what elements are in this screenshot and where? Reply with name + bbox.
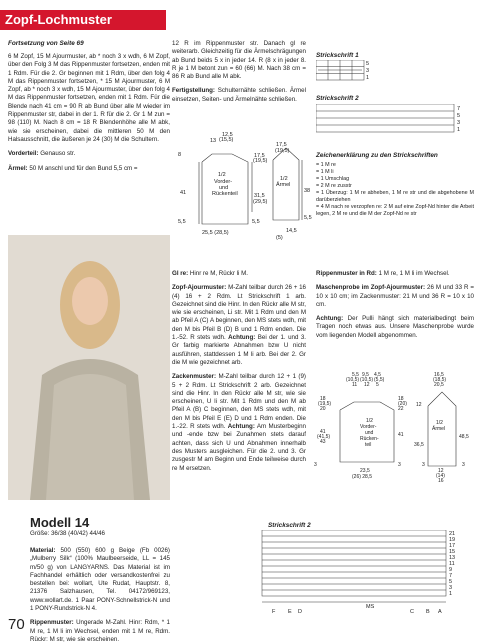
col2-text: 12 R im Rippenmuster str. Danach gl re weiterarb. Gleichzeitig für die Ärmelschrägungen ab Bund beids 5 x in jeder 14. R (8 x in jeder 8. R je 1 M betont zun = 60 (66) M. Nach 38 cm = 86 R ab Bund alle M abk.: [172, 40, 306, 81]
arrow-C: C: [410, 609, 414, 615]
ripp2-label: Rippenmuster in Rd:: [316, 270, 377, 277]
s2b-row-5: 5: [449, 579, 453, 585]
s2-arm-48: 48,5: [459, 434, 469, 440]
s2-l-c: 20: [320, 406, 326, 412]
s2-und: und: [365, 430, 374, 436]
s2-arm-half: 1/2: [436, 420, 443, 426]
model-sizes: Größe: 36/38 (40/42) 44/46: [30, 530, 105, 537]
s2-arm-12: 12: [416, 402, 422, 408]
glre-text: Hinr re M, Rückr li M.: [189, 270, 249, 277]
s2b-row-17: 17: [449, 543, 456, 549]
s2-41r: 41: [398, 432, 404, 438]
s2b-row-19: 19: [449, 537, 456, 543]
s2s-row-7: 7: [457, 106, 461, 112]
zack-paragraph: [172, 373, 306, 473]
s2-43: 43: [320, 439, 326, 445]
s1-len-a: 17,5: [254, 153, 265, 159]
aermel-label: Ärmel:: [8, 164, 28, 172]
s2s-row-1: 1: [457, 127, 461, 133]
s2-3d: 3: [462, 462, 465, 468]
achtung3-paragraph: [316, 315, 474, 340]
s2-41a: 41: [320, 429, 326, 435]
s1-bund-r: 5,5: [252, 219, 260, 225]
s2-top-h: 12: [364, 382, 370, 388]
s2-41b: (41,5): [317, 434, 331, 440]
legend-item-4: = 1 Überzug: 1 M re abheben, 1 M re str und die abgehobene M darüberziehen: [316, 190, 474, 203]
s2s-row-5: 5: [457, 113, 461, 119]
s2-arm-b: (18,5): [433, 377, 447, 383]
achtung1-label: Achtung:: [228, 334, 256, 342]
s2-top-i: 5: [376, 382, 379, 388]
s2-arm-c: 20,5: [434, 382, 444, 388]
s1-arm-a: 17,5: [276, 142, 287, 148]
ripp2-text: 1 M re, 1 M li im Wechsel.: [378, 270, 450, 277]
s2-ruecken: Rücken-: [360, 436, 379, 442]
legend: [316, 152, 474, 218]
col1-top: [8, 40, 170, 173]
s2-3a: 3: [314, 462, 317, 468]
fertig-paragraph: [172, 87, 306, 104]
col1-bottom: [30, 547, 170, 644]
zopf-paragraph: [172, 284, 306, 367]
legend-item-5: = 4 M nach re verzopfen re: 2 M auf eine Zopf-Nd hinter die Arbeit legen, 2 M re und die M der Zopf-Nd re str: [316, 204, 474, 217]
achtung1-text: Bei der 1. und 3. Gr farbig markierte Abnahmen bzw U nicht ausführen, stattdessen 1 M li arb. Bei der 2. Gr die M wie gezeichnet arb.: [172, 334, 306, 366]
s1-row-3: 3: [366, 68, 370, 74]
s1-41: 41: [180, 190, 187, 196]
s1-arm-width2: (5): [276, 235, 283, 241]
s1-row-1: 1: [366, 75, 370, 81]
s2-top-c: 4,5: [374, 372, 381, 378]
aermel-text: 50 M anschl und für den Bund 5,5 cm =: [29, 164, 138, 172]
model-photo: [8, 235, 170, 500]
page-number: 70: [8, 616, 25, 633]
arrow-F: F: [272, 609, 276, 615]
s2-w-b: (26) 28,5: [352, 474, 373, 480]
s2-3b: 3: [398, 462, 401, 468]
s2-vorder: Vorder-: [360, 424, 377, 430]
s2-half: 1/2: [366, 418, 373, 424]
s1-shoulder: 13: [210, 138, 217, 144]
legend-item-0: = 1 M re: [316, 162, 336, 168]
schematic-2: [312, 370, 477, 498]
s1-arm-label: Ärmel: [276, 182, 291, 188]
s2-3c: 3: [422, 462, 425, 468]
achtung2-label: Achtung:: [227, 423, 255, 431]
col3-bottom: [316, 270, 474, 340]
s2-l-a: 18: [320, 396, 326, 402]
s2-arm-label: Ärmel: [432, 426, 446, 432]
s1-ruecken: Rückenteil: [212, 191, 238, 197]
material-paragraph: [30, 547, 170, 613]
model-photo-art: [8, 235, 170, 500]
aermel-paragraph: [8, 165, 170, 173]
glre-label: Gl re:: [172, 270, 189, 277]
s2b-row-9: 9: [449, 567, 453, 573]
col1-text: 6 M Zopf, 15 M Ajourmuster, ab * noch 3 x wdh, 6 M Zopf, über den Folg 3 M das Rippenmuster fortsetzen, enden mit 1 Rdm. Für die 2. Gr beginnen mit 1 Rdm, über den folg 4 M das Rippenmuster fortsetzen, * 15 M Ajourmuster, 6 M Zopf, ab * noch 3 x wdh, 15 M Ajourmuster, über den folg 4 M das Rippenmuster fortsetzen, enden mit 1 Rdm. Für die Blende nach 41 cm = 90 R ab Bund über alle M wieder im Rippenmuster str, dabei in der 1. R für die 2. Gr 1 M zun = 98 (110) M. Nach 8 cm = 18 R Blendenhöhe alle M abk, wie sie erscheinen, dabei die mittleren 50 M den Halsausschnitt, die äußeren je 24 (30) M die Schultern.: [8, 53, 170, 143]
col2-top: [172, 40, 306, 104]
s2-arm-w-b: (14): [436, 473, 445, 479]
col2-bottom: [172, 270, 306, 473]
masche-paragraph: [316, 284, 474, 309]
ripp-paragraph: [30, 619, 170, 644]
s2b-row-7: 7: [449, 573, 453, 579]
legend-item-3: = 2 M re zusstr: [316, 183, 352, 189]
s2-top-g: 11: [352, 382, 358, 388]
zopf-text: M-Zahl teilbar durch 26 + 16 (4) 16 + 2 Rdm. Lt Strickschrift 1 arb. Gezeichnet sind die Hinr. In den Rückr alle M str, wie sie erscheinen, Li str. Mit 1 Rdm und den M ab Pfeil A (C) A beginnen, den MS stets wdh, mit den M bis Pfeil B (D) B und 1 Rdm enden. Die 1.-52. R stets wdh.: [172, 284, 306, 342]
fertig-label: Fertigstellung:: [172, 87, 215, 95]
s1-vorder: Vorder-: [214, 179, 233, 185]
s2-arm-a: 16,5: [434, 372, 444, 378]
s2-r-b: (20): [398, 401, 407, 407]
s2-top-d: (10,5): [346, 377, 360, 383]
zack-label: Zackenmuster:: [172, 373, 217, 381]
vorderteil-label: Vorderteil:: [8, 150, 39, 158]
strickschrift1-title: Strickschrift 1: [316, 52, 359, 59]
s1-neck-b: (15,5): [219, 137, 234, 143]
s1-arm-38: 38: [304, 188, 311, 194]
strickschrift2-small-title: Strickschrift 2: [316, 95, 359, 102]
s2-top-b: 9,5: [362, 372, 369, 378]
s2-arm-w-a: 12: [438, 468, 444, 474]
s2s-row-3: 3: [457, 120, 461, 126]
ripp-label: Rippenmuster:: [30, 619, 74, 627]
ripp2-paragraph: [316, 270, 474, 278]
arrow-D: D: [298, 609, 302, 615]
material-text: 500 (550) 600 g Beige (Fb 0026) „Mulberry Silk“ (100% Maulbeerseide, LL = 145 m/50 g) von LANGYARNS. Das Material ist im Fachhandel erhältlich oder versandkostenfrei zu bestellen bei: wollart, Ute Rudat, Hauptstr. 8, 21376 Salzhausen, Tel. 04172/969123, www.wollart.de. 1 Paar PONY-Schnellstrick-N und 1 PONY-Rundstrick-N 4.: [30, 547, 170, 613]
vorderteil-paragraph: [8, 150, 170, 158]
strickschrift2-big-title: Strickschrift 2: [268, 522, 311, 529]
model-label: Modell 14: [30, 515, 90, 530]
s2-arm-w-c: 16: [438, 478, 444, 484]
s1-arm-bund: 5,5: [304, 215, 312, 221]
s2-top-f: (5,5): [374, 377, 385, 383]
s2-r-a: 18: [398, 396, 404, 402]
s2-r-c: 22: [398, 406, 404, 412]
s1-width: 25,5 (28,5): [202, 230, 229, 236]
s1-31a: 31,5: [254, 193, 265, 199]
masche-text: 26 M und 33 R = 10 x 10 cm; im Zackenmuster: 21 M und 36 R = 10 x 10 cm.: [316, 284, 474, 308]
continuation-heading: Fortsetzung von Seite 69: [8, 40, 84, 47]
achtung3-text: Der Pulli hängt sich materialbedingt beim Tragen noch etwas aus. Unsere Maschenprobe wurde vom liegenden Modell abgenommen.: [316, 315, 474, 339]
vorderteil-text: Genauso str.: [40, 150, 76, 158]
s1-31b: (29,5): [253, 199, 268, 205]
s2-l-b: (19,5): [318, 401, 332, 407]
s1-arm-width: 14,5: [286, 228, 297, 234]
s1-arm-b: (19,5): [275, 148, 290, 154]
s1-arm-half: 1/2: [280, 176, 288, 182]
s2-top-e: (10,5): [360, 377, 374, 383]
s1-bund-l: 5,5: [178, 219, 186, 225]
s1-neck-a: 12,5: [222, 132, 233, 138]
glre-paragraph: [172, 270, 306, 278]
arrow-A: A: [438, 609, 442, 615]
fertig-text: Schulternähte schließen. Ärmel einsetzen, Seiten- und Ärmelnähte schließen.: [172, 87, 306, 103]
achtung3-label: Achtung:: [316, 315, 344, 323]
schematic-1: [172, 122, 312, 247]
s1-8: 8: [178, 152, 182, 158]
s2-top-a: 5,5: [352, 372, 359, 378]
arrow-B: B: [426, 609, 430, 615]
s2b-row-11: 11: [449, 561, 455, 567]
legend-item-1: = 1 M li: [316, 169, 334, 175]
arrow-E: E: [288, 609, 292, 615]
s1-len-b: (19,5): [253, 158, 268, 164]
s1-und: und: [219, 185, 229, 191]
s2b-row-15: 15: [449, 549, 456, 555]
page-title: Zopf-Lochmuster: [0, 10, 166, 30]
legend-title: Zeichenerklärung zu den Strickschriften: [316, 152, 438, 159]
s2b-row-1: 1: [449, 591, 453, 597]
strickschrift2-big-chart: [258, 530, 472, 620]
s2b-row-13: 13: [449, 555, 456, 561]
s2-teil: teil: [365, 442, 372, 448]
strickschrift1-chart: [316, 60, 376, 84]
zopf-label: Zopf-Ajourmuster:: [172, 284, 227, 292]
s2-w-a: 23,5: [360, 468, 370, 474]
achtung2-text: Am Musterbeginn und -ende bzw bei Zunahmen stets darauf achten, dass sich U und Abnahmen innerhalb des Musters ausgleichen. Für die 2. und 3. Gr zusgestr M am Beginn und Ende teilweise durch re M ersetzen.: [172, 423, 306, 472]
material-label: Material:: [30, 547, 56, 554]
ripp-text: Ungerade M-Zahl. Hinr: Rdm, * 1 M re, 1 M li im Wechsel, enden mit 1 M re, Rdm. Rückr: M str, wie sie erscheinen.: [30, 619, 170, 643]
strickschrift2-small-chart: [316, 104, 466, 136]
masche-label: Maschenprobe im Zopf-Ajourmuster:: [316, 284, 426, 292]
s2b-row-3: 3: [449, 585, 453, 591]
s1-half: 1/2: [218, 172, 226, 178]
ms-label: MS: [366, 604, 375, 610]
legend-item-2: = 1 Umschlag: [316, 176, 350, 182]
s2-365: 36,5: [414, 442, 424, 448]
zack-text: M-Zahl teilbar durch 12 + 1 (9) 5 + 2 Rdm. Lt Strickschrift 2 arb. Gezeichnet sind die Hinr. In den Rückr alle M str, wie sie erscheinen, U li str. Mit 1 Rdm und den M ab Pfeil A (B) C beginnen, den MS stets wdh, mit den M bis Pfeil E (E) D und 1 Rdm enden. Die 1.-22. R stets wdh.: [172, 373, 306, 431]
s1-row-5: 5: [366, 61, 370, 67]
s2b-row-21: 21: [449, 531, 456, 537]
